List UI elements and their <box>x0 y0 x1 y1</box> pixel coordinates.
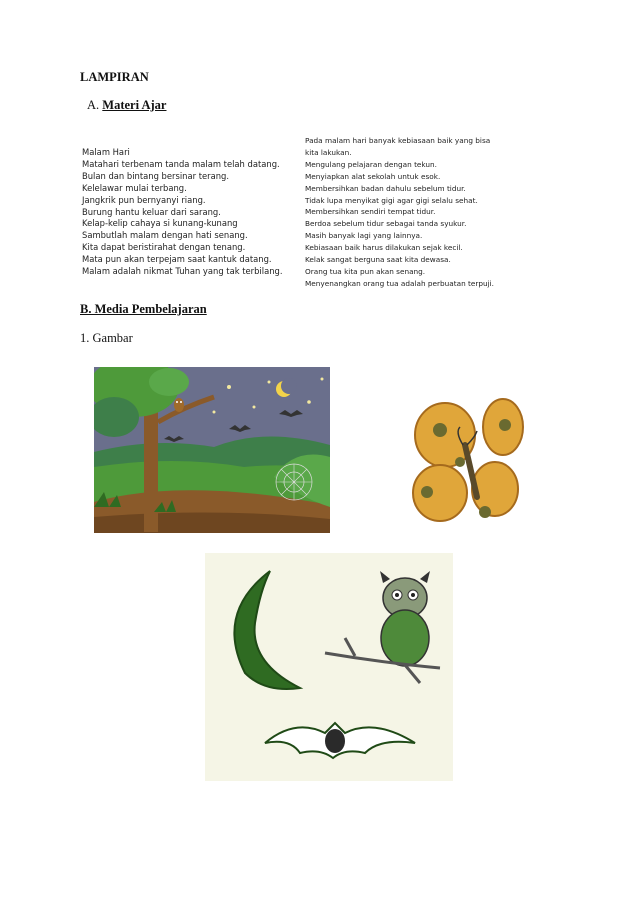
habits-block <box>305 135 535 290</box>
poem-block <box>82 147 283 278</box>
habits-line: Berdoa sebelum tidur sebagai tanda syukur. <box>305 219 467 229</box>
gambar-label: 1. Gambar <box>80 331 133 345</box>
habits-line: Menyiapkan alat sekolah untuk esok. <box>305 171 441 181</box>
habits-line: Kelak sangat berguna saat kita dewasa. <box>305 255 451 265</box>
habits-line: Membersihkan sendiri tempat tidur. <box>305 207 436 217</box>
poem-line: Sambutlah malam dengan hati senang. <box>82 230 248 241</box>
section-a-title: Materi Ajar <box>102 98 167 112</box>
habits-line: Mengulang pelajaran dengan tekun. <box>305 159 437 169</box>
poem-line: Bulan dan bintang bersinar terang. <box>82 170 230 181</box>
poem-line: Mata pun akan terpejam saat kantuk datang. <box>82 254 272 265</box>
habits-line: Tidak lupa menyikat gigi agar gigi selalu sehat. <box>305 195 478 205</box>
section-a-heading <box>87 98 166 113</box>
poem-title: Malam Hari <box>82 147 130 157</box>
poem-line: Kelelawar mulai terbang. <box>82 182 187 193</box>
section-b-title: B. Media Pembelajaran <box>80 302 207 316</box>
poem-line: Jangkrik pun bernyanyi riang. <box>82 194 206 205</box>
poem-line: Matahari terbenam tanda malam telah datang. <box>82 158 280 169</box>
habits-line: Orang tua kita pun akan senang. <box>305 266 426 276</box>
habits-intro: Pada malam hari banyak kebiasaan baik yang bisa kita lakukan. <box>305 136 491 157</box>
butterfly-image <box>405 397 535 537</box>
poem-line: Kita dapat beristirahat dengan tenang. <box>82 242 246 253</box>
moon-owl-bat-image <box>205 553 453 781</box>
section-a-prefix: A. <box>87 98 100 112</box>
night-scene-image <box>94 367 330 533</box>
poem-line: Burung hantu keluar dari sarang. <box>82 206 221 217</box>
habits-line: Menyenangkan orang tua adalah perbuatan terpuji. <box>305 278 494 288</box>
habits-line: Masih banyak lagi yang lainnya. <box>305 231 423 241</box>
habits-line: Membersihkan badan dahulu sebelum tidur. <box>305 183 466 193</box>
habits-line: Kebiasaan baik harus dilakukan sejak kecil. <box>305 243 463 253</box>
poem-line: Malam adalah nikmat Tuhan yang tak terbilang. <box>82 266 283 277</box>
page-title: LAMPIRAN <box>80 70 149 84</box>
poem-line: Kelap-kelip cahaya si kunang-kunang <box>82 218 238 229</box>
